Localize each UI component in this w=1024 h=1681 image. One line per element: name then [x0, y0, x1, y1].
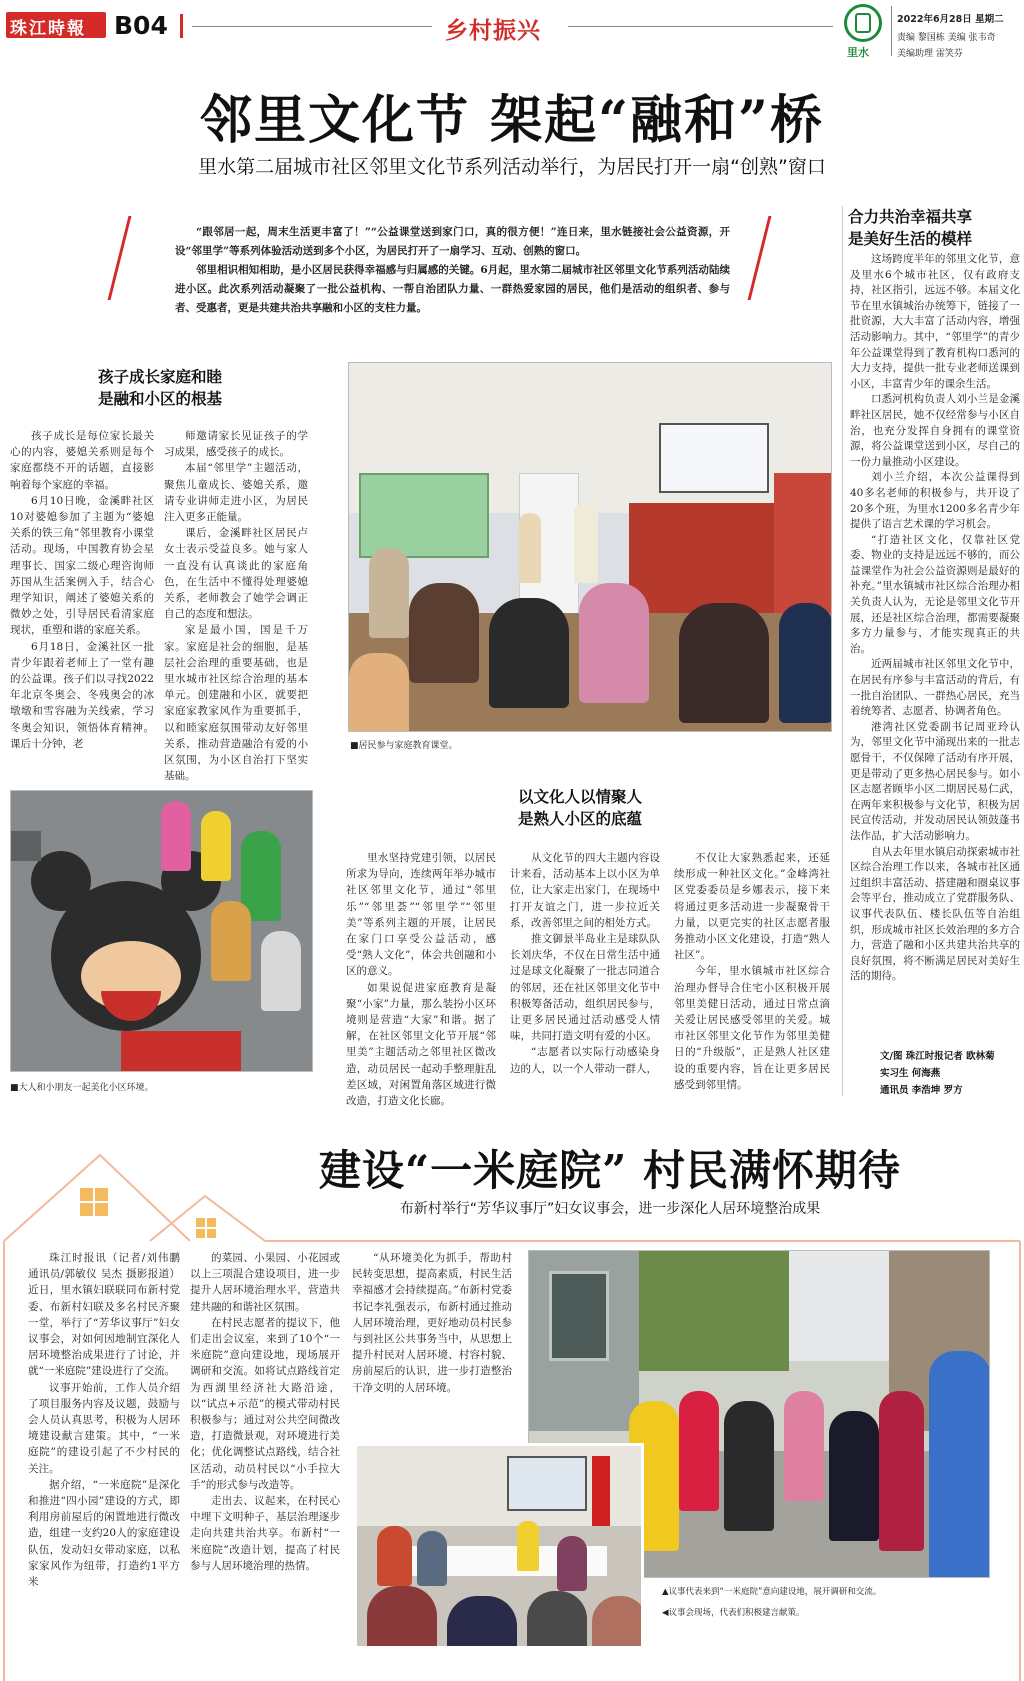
lead-text — [175, 223, 730, 318]
photo-village-caption: ▲议事代表来到“一米庭院”意向建设地，展开调研和交流。 — [662, 1587, 882, 1597]
second-col3 — [352, 1250, 512, 1396]
sidebar-divider — [842, 206, 843, 1096]
section2-col2-para: “志愿者以实际行动感染身边的人，以一个人带动一群人， — [510, 1046, 660, 1075]
second-col3-para: “从环境美化为抓手，帮助村民转变思想，提高素质，村民生活幸福感才会持续提高。”布新村党委书记李礼强表示，布新村通过推动人居环境治理，更好地动员村民参与到社区公共事务当中，从思想上提升村民对人居环境、村容村貌、房前屋后的认识，进一步打造整治干净文明的人居环境。 — [352, 1252, 512, 1394]
section1-col1-para: 6月10日晚，金溪畔社区10对婆媳参加了主题为“婆媳关系的铁三角”邻里教育小课堂活动。现场，中国教育协会星理事长、国家二级心理咨询师苏国从生活案例入手，结合心理学知识，阐述了婆媳关系的微妙之处，引导居民看清家庭现状，重塑和谐的家庭关系。 — [10, 494, 154, 637]
editors-line-2: 美编助理 雷笑芬 — [897, 49, 963, 59]
photo-meeting-caption: ◀议事会现场，代表们积极建言献策。 — [662, 1608, 805, 1618]
section1-col2-para: 本届“邻里学”主题活动，聚焦儿童成长、婆媳关系，邀请专业讲师走进小区，为居民注入更多正能量。 — [164, 462, 308, 524]
section1-heading-line-1: 孩子成长家庭和睦 — [97, 368, 222, 386]
sidebar-credits — [880, 1048, 1020, 1099]
page-number: B04 — [114, 11, 168, 40]
section1-col2 — [164, 428, 308, 784]
section1-heading-line-2: 是融和小区的根基 — [97, 390, 222, 408]
section2-col2-para: 从文化节的四大主题内容设计来看，活动基本上以小区为单位，让大家走出家门，在现场中打开友谊之门，进一步拉近关系，改善邻里之间的相处方式。 — [510, 852, 660, 929]
sidebar-heading-line-1: 合力共治幸福共享 — [848, 208, 973, 226]
section1-col2-para: 师邀请家长见证孩子的学习成果，感受孩子的成长。 — [164, 430, 308, 459]
sidebar-para: 这场跨度半年的邻里文化节，意及里水6个城市社区，仅有政府支持，社区指引，远远不够。本届文化节在里水镇城治办统筹下，链接了一批资源，大大丰富了活动内容，增强活动影响力。其中，“邻里学”的青少年公益课堂得到了教育机构口悉河的大力支持，提供一批专业老师送课到小区，丰富青少年的课余生活。 — [850, 253, 1020, 390]
photo-children-painting — [10, 790, 313, 1072]
section2-col3-para: 今年，里水镇城市社区综合治理办督导合住宅小区积极开展邻里美健日活动，通过日常点滴关爱让居民感受邻里的关爱。城市社区邻里文化节作为邻里美健日的“升级版”，正是熟人社区建设的重要内容，旨在让更多居民感受到邻里情。 — [674, 965, 830, 1091]
credit-line: 实习生 何海燕 — [880, 1068, 941, 1079]
section1-heading — [40, 366, 280, 410]
second-col2-para: 走出去、议起来，在村民心中埋下文明种子，基层治理逐步走向共建共治共享。布新村“一米庭院”改造计划，提高了村民参与人居环境治理的热情。 — [190, 1495, 340, 1572]
section2-col1 — [346, 850, 496, 1109]
section2-heading-line-2: 是熟人小区的底蕴 — [517, 810, 642, 828]
issue-date: 2022年6月28日 星期二 — [897, 14, 1004, 25]
sidebar-para: 港湾社区党委副书记周亚玲认为，邻里文化节中涌现出来的一批志愿骨干，不仅保障了活动有序开展，更是带动了更多热心居民参与。如小区志愿者顾毕小区二期居民易仁武，在两年来积极参与文化节，积极为居民宣传活动，并发动居民认领鼓蓬书法作品，扩大活动影响力。 — [850, 720, 1020, 842]
credit-line: 文/图 珠江时报记者 欧林菊 — [880, 1051, 995, 1062]
lead-slash-right — [748, 216, 772, 300]
second-headline: 建设“一米庭院” 村民满怀期待 — [319, 1146, 901, 1195]
section2-col3-para: 不仅让大家熟悉起来，还延续形成一种社区文化。”金峰湾社区党委委员是乡娜表示，接下来将通过更多活动进一步凝聚骨干力量，以更完实的社区志愿者服务推动小区文化建设，打造“熟人社区”。 — [674, 852, 830, 962]
town-logo-icon — [844, 4, 882, 42]
section1-col1 — [10, 428, 154, 752]
second-col1-para: 议事开始前，工作人员介绍了项目服务内容及议题，鼓励与会人员认真思考，积极为人居环境建设献言建策。其中，“一米庭院”的建设引起了不少村民的关注。 — [28, 1381, 180, 1475]
section1-col2-para: 家是最小国，国是千万家。家庭是社会的细胞，是基层社会治理的重要基础，也是里水城市社区综合治理的基本单元。创建融和小区，就要把家庭家教家风作为重要抓手，以和睦家庭氛围带动友好邻里关系，推动营造融洽有爱的小区氛围，为小区自治打下坚实基础。 — [164, 624, 308, 783]
photo-classroom — [348, 362, 832, 732]
editors-line-1: 责编 黎国栋 美编 张韦奇 — [897, 33, 996, 43]
second-col2-para: 在村民志愿者的提议下，他们走出会议室，来到了10个“一米庭院”意向建设地，现场展开调研和交流。如将试点路线首定为西湖里经济社大路沿途，以“试点+示范”的模式带动村民积极参与；通过对公共空间微改造，打造微景观，对环境进行美化；优化调整试点路线，结合社区活动，动员村民以“小手拉大手”的形式参与改造等。 — [190, 1316, 340, 1491]
section2-col1-para: 里水坚持党建引领，以居民所求为导向，连续两年举办城市社区邻里文化节，通过“邻里乐”“邻里荟”“邻里学”“邻里美”等系列主题的开展，让居民在家门口享受公益活动，感受“熟人文化”，体会共创融和小区的意义。 — [346, 852, 496, 978]
header-line-right — [568, 26, 833, 27]
photo-meeting-room — [354, 1443, 644, 1649]
second-col2 — [190, 1250, 340, 1574]
photo-children-caption: ■大人和小朋友一起美化小区环境。 — [10, 1083, 154, 1093]
sidebar-para: 口悉河机构负责人刘小兰是金溪畔社区居民，她不仅经常参与小区自治，也充分发挥自身拥有的课堂资源，将公益课堂送到小区，尽自己的一份力量推动小区建设。 — [850, 393, 1020, 468]
sidebar-para: 自从去年里水镇启动探索城市社区综合治理工作以来，各城市社区通过组织丰富活动、搭建融和圈桌议事会等平台，推动成立了党群服务队、议事代表队伍、楼长队伍等自治组织，形成城市社区长效治理的多方合力，营造了融和小区共建共治共享的良好氛围，将不断满足居民对美好生活的期待。 — [850, 845, 1020, 983]
section2-heading-line-1: 以文化人以情聚人 — [517, 788, 642, 806]
photo-classroom-caption: ■居民参与家庭教育课堂。 — [350, 741, 458, 751]
second-col1-para: 据介绍，“一米庭院”是深化和推进“四小园”建设的方式，即利用房前屋后的闲置地进行微改造，组建一支约20人的家庭建设队伍，发动妇女带动家庭，以私家家风作为纽带，打造约1平方米 — [28, 1478, 180, 1589]
lead-para-2: 邻里相识相知相助，是小区居民获得幸福感与归属感的关键。6月起，里水第二届城市社区邻里文化节系列活动陆续进小区。此次系列活动凝聚了一批公益机构、一帮自治团队力量、一群热爱家园的居民，他们是活动的组织者、参与者、受惠者，更是共建共治共享融和小区的支柱力量。 — [175, 264, 730, 314]
second-col2-para: 的菜园、小果园、小花园或以上三项混合建设项目，进一步提升人居环境治理水平，营造共建共融的和谐社区氛围。 — [190, 1252, 340, 1313]
header-vline — [891, 6, 892, 56]
main-subheadline: 里水第二届城市社区邻里文化节系列活动举行，为居民打开一扇“创熟”窗口 — [198, 156, 826, 178]
paper-name: 珠江時報 — [10, 19, 86, 39]
sidebar-heading — [848, 206, 1020, 250]
header-line-left — [192, 26, 432, 27]
section1-col1-para: 6月18日，金溪社区一批青少年跟着老师上了一堂有趣的公益课。孩子们以寻找2022年北京冬奥会、冬残奥会的冰墩墩和雪容融为关线索，学习冬奥会知识，领悟体育精神。课后十分钟，老 — [10, 640, 154, 750]
section1-col2-para: 课后，金溪畔社区居民卢女士表示受益良多。她与家人一直没有认真谈此的家庭角色，在生活中不懂得处理婆媳关系，老师教会了她学会调正自己的态度和想法。 — [164, 527, 308, 621]
section-title: 乡村振兴 — [445, 18, 541, 44]
section2-col3 — [674, 850, 830, 1093]
credit-line: 通讯员 李浩坤 罗方 — [880, 1085, 963, 1096]
header-divider — [180, 14, 183, 38]
sidebar-body — [850, 252, 1020, 985]
main-headline: 邻里文化节 架起“融和”桥 — [200, 90, 824, 151]
second-col1 — [28, 1250, 180, 1590]
town-logo-text: 里水 — [847, 46, 869, 59]
section1-col1-para: 孩子成长是每位家长最关心的内容，婆媳关系则是每个家庭都绕不开的话题，直接影响着每个家庭的幸福。 — [10, 430, 154, 491]
lead-para-1: “跟邻居一起，周末生活更丰富了！”“公益课堂送到家门口，真的很方便！”连日来，里水链接社会公益资源，开设“邻里学”等系列体验活动送到多个小区，为居民打开了一扇学习、互动、创熟的窗口。 — [175, 226, 730, 257]
section2-col1-para: 如果说促进家庭教育是凝聚“小家”力量，那么装扮小区环境则是营造“大家”和谐。据了解，在社区邻里文化节开展“邻里美”主题活动之邻里社区微改造，动员居民一起动手整理脏乱差区域，对闲置角落区域进行微改造，打造文化长廊。 — [346, 981, 496, 1108]
sidebar-para: 刘小兰介绍，本次公益课得到40多名老师的积极参与，共开设了20多个班，为里水1200多名青少年提供了语言艺术课的学习机会。 — [850, 471, 1020, 531]
second-subheadline: 布新村举行“芳华议事厅”妇女议事会，进一步深化人居环境整治成果 — [399, 1201, 821, 1217]
sidebar-heading-line-2: 是美好生活的模样 — [848, 230, 973, 248]
header-bar — [0, 0, 1024, 58]
section2-col2 — [510, 850, 660, 1077]
sidebar-para: “打造社区文化，仅靠社区党委、物业的支持是远远不够的，而公益课堂作为社会公益资源则是最好的补充。”里水镇城市社区综合治理办相关负责人认为，无论是邻里文化节开展，还是社区综合治理，都需要凝聚多方力量参与，才能实现真正的共治。 — [850, 533, 1020, 655]
section2-heading — [480, 786, 680, 830]
section2-col2-para: 推文御景半岛业主是球队队长刘庆华，不仅在日常生活中通过是球文化凝聚了一批志同道合的邻居，还在社区邻里文化节中积极筹备活动，组织居民参与，让更多居民通过活动感受人情味，共同打造文明有爱的小区。 — [510, 933, 660, 1043]
sidebar-para: 近两届城市社区邻里文化节中，在居民有序参与丰富活动的背后，有一批自治团队、一群热心居民，充当着统筹者、志愿者、协调者角色。 — [850, 658, 1020, 718]
second-col1-para: 珠江时报讯（记者/刘伟鹏 通讯员/郭敏仪 吴杰 摄影报道）近日，里水镇妇联联同布新村党委、布新村妇联及多名村民齐聚一堂，举行了“芳华议事厅”妇女议事会，对如何因地制宜深化人居环境整治成果进行了讨论，并就“一米庭院”建设进行了交流。 — [28, 1252, 180, 1378]
lead-slash-left — [108, 216, 132, 300]
